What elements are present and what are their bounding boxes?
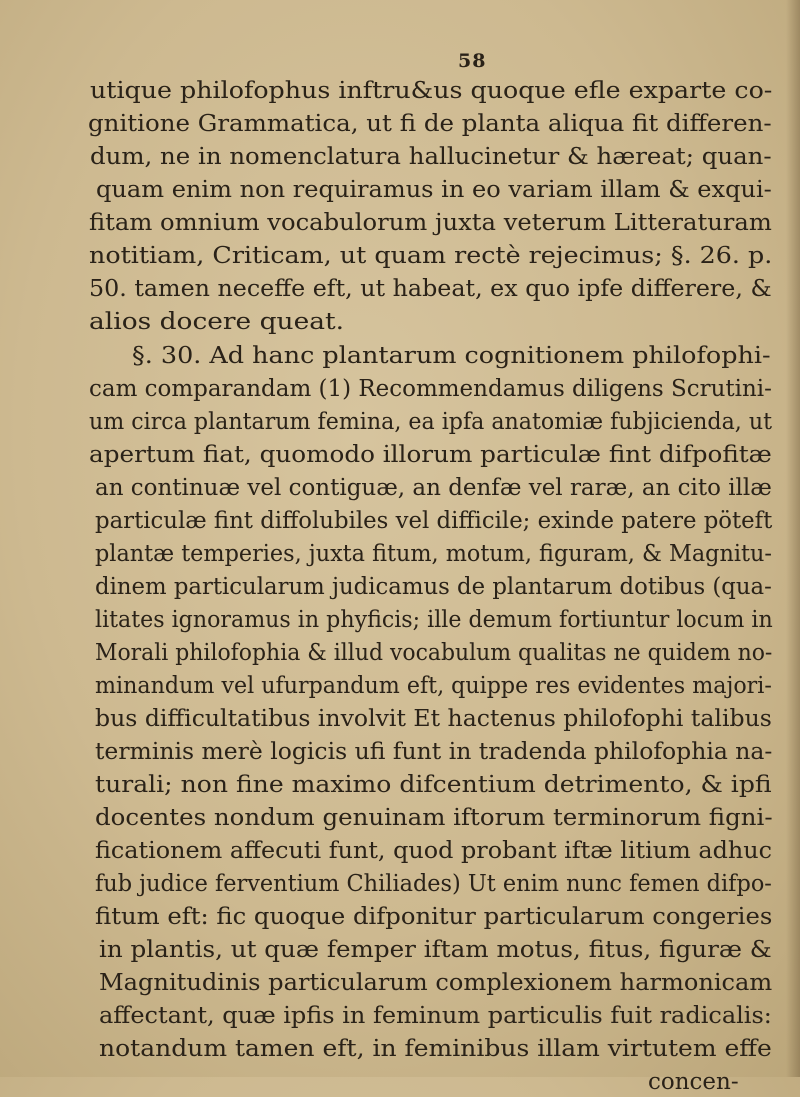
text-line: docentes nondum genuinam iftorum terminorum figni- bbox=[95, 805, 773, 831]
text-line: in plantis, ut quæ femper iftam motus, fitus, figuræ & bbox=[99, 937, 772, 963]
text-line: dinem particularum judicamus de plantarum dotibus (qua- bbox=[95, 574, 772, 600]
catchword: concen- bbox=[648, 1069, 739, 1095]
page-number: 58 bbox=[458, 50, 487, 72]
text-line: bus difficultatibus involvit Et hactenus philofophi talibus bbox=[95, 706, 772, 732]
text-line: minandum vel ufurpandum eft, quippe res evidentes majori- bbox=[95, 673, 772, 699]
text-line: notandum tamen eft, in feminibus illam virtutem effe bbox=[99, 1036, 772, 1062]
text-line: gnitione Grammatica, ut fi de planta aliqua fit differen- bbox=[88, 111, 772, 137]
text-line: turali; non fine maximo difcentium detrimento, & ipfi bbox=[95, 772, 772, 798]
text-line: an continuæ vel contiguæ, an denfæ vel raræ, an cito illæ bbox=[95, 475, 772, 501]
text-line: Magnitudinis particularum complexionem harmonicam bbox=[99, 970, 773, 996]
text-line: dum, ne in nomenclatura hallucinetur & hæreat; quan- bbox=[90, 144, 772, 170]
text-line: particulæ fint diffolubiles vel difficile; exinde patere pöteft bbox=[95, 508, 773, 534]
text-line: Morali philofophia & illud vocabulum qualitas ne quidem no- bbox=[95, 640, 773, 666]
text-line: quam enim non requiramus in eo variam illam & exqui- bbox=[96, 177, 772, 203]
text-line: fub judice ferventium Chiliades) Ut enim nunc femen difpo- bbox=[95, 871, 772, 897]
text-line: plantæ temperies, juxta fitum, motum, figuram, & Magnitu- bbox=[95, 541, 772, 567]
section-heading-line: §. 30. Ad hanc plantarum cognitionem philofophi- bbox=[132, 343, 771, 369]
text-line: terminis merè logicis ufi funt in tradenda philofophia na- bbox=[95, 739, 773, 765]
text-line: 50. tamen neceffe eft, ut habeat, ex quo ipfe differere, & bbox=[89, 276, 772, 302]
text-line: litates ignoramus in phyficis; ille demum fortiuntur locum in bbox=[95, 607, 773, 633]
text-line: fitam omnium vocabulorum juxta veterum Litteraturam bbox=[89, 210, 772, 236]
text-line: cam comparandam (1) Recommendamus diligens Scrutini- bbox=[89, 376, 772, 402]
text-line: apertum fiat, quomodo illorum particulæ fint difpofitæ bbox=[89, 442, 772, 468]
text-line: notitiam, Criticam, ut quam rectè rejecimus; §. 26. p. bbox=[89, 243, 773, 269]
text-line: um circa plantarum femina, ea ipfa anatomiæ fubjicienda, ut bbox=[89, 409, 773, 435]
text-line: alios docere queat. bbox=[89, 309, 345, 335]
text-line: affectant, quæ ipfis in feminum particulis fuit radicalis: bbox=[99, 1003, 772, 1029]
text-line: utique philofophus inftru&us quoque efle exparte co- bbox=[90, 78, 773, 104]
text-line: ficationem affecuti funt, quod probant iftæ litium adhuc bbox=[95, 838, 773, 864]
page-edge-shadow bbox=[786, 0, 800, 1077]
text-line: fitum eft: fic quoque difponitur particularum congeries bbox=[95, 904, 773, 930]
